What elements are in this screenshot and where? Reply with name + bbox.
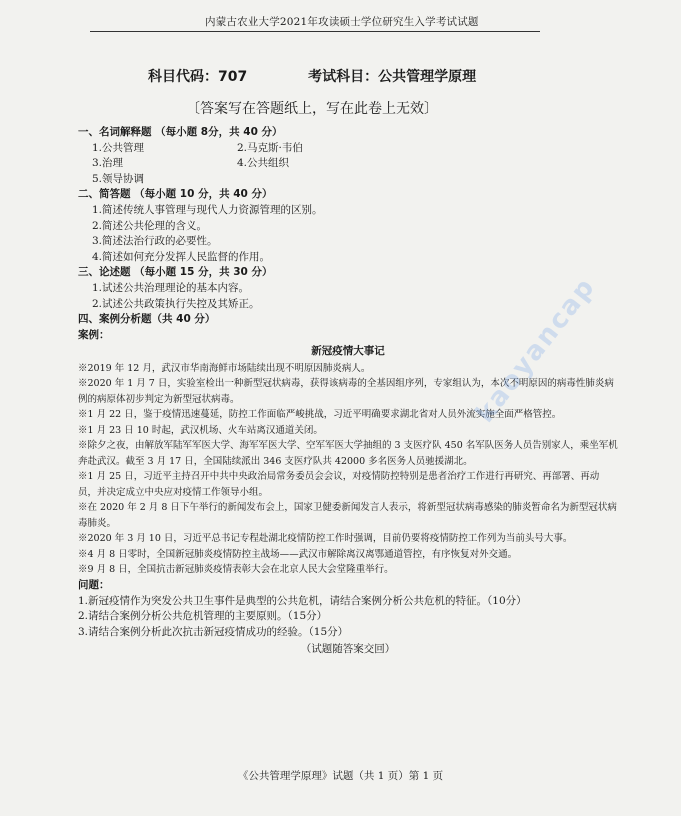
case-paragraph: ※2020 年 3 月 10 日，习近平总书记专程赴湖北疫情防控工作时强调，目前仍要将疫情防控工作列为当前头号大事。: [78, 533, 573, 545]
watermark-url: kaoyancap: [470, 271, 602, 429]
section-two-heading: 二、简答题 （每小题 10 分，共 40 分）: [78, 188, 273, 201]
terms-list: [78, 141, 618, 188]
exam-content: [78, 125, 618, 658]
short-question: 2.简述公共伦理的含义。: [92, 219, 208, 232]
essay-question: 2.试述公共政策执行失控及其矫正。: [92, 297, 260, 310]
subject-name: 考试科目：公共管理学原理: [308, 69, 477, 85]
case-paragraph: ※2020 年 1 月 7 日，实验室检出一种新型冠状病毒，获得该病毒的全基因组序列，专家组认为，本次不明原因的病毒性肺炎病例的病原体初步判定为新型冠状病毒。: [78, 378, 614, 405]
section-three-heading: 三、论述题 （每小题 15 分，共 30 分）: [78, 266, 273, 279]
term-item: 4.公共组织: [237, 157, 290, 170]
section-one-heading: 一、名词解释题 （每小题 8分，共 40 分）: [78, 126, 283, 138]
header-rule: [90, 31, 540, 32]
section-four-heading: 四、案例分析题（共 40 分）: [78, 313, 216, 326]
questions-heading: 问题：: [78, 578, 110, 591]
short-question: 3.简述法治行政的必要性。: [92, 235, 218, 248]
subject-code: 科目代码：707: [148, 69, 248, 85]
case-paragraph: ※1 月 25 日，习近平主持召开中共中央政治局常务委员会会议，对疫情防控特别是患者治疗工作进行再研究、再部署、再动员，并决定成立中央应对疫情工作领导小组。: [78, 471, 600, 498]
case-question: 2.请结合案例分析公共危机管理的主要原则。（15分）: [78, 610, 328, 622]
case-body: [78, 361, 618, 578]
case-paragraph: ※2019 年 12 月，武汉市华南海鲜市场陆续出现不明原因肺炎病人。: [78, 362, 371, 374]
case-question: 1.新冠疫情作为突发公共卫生事件是典型的公共危机，请结合案例分析公共危机的特征。（10分）: [78, 594, 527, 607]
answer-instruction: 〔答案写在答题纸上，写在此卷上无效〕: [186, 101, 438, 117]
term-item: 2.马克斯·韦伯: [237, 141, 303, 154]
questions-list: [78, 594, 618, 641]
case-paragraph: ※在 2020 年 2 月 8 日下午举行的新闻发布会上，国家卫健委新闻发言人表示，将新型冠状病毒感染的肺炎暂命名为新型冠状病毒肺炎。: [78, 502, 617, 529]
case-paragraph: ※1 月 23 日 10 时起，武汉机场、火车站离汉通道关闭。: [78, 424, 323, 436]
term-item: 1.公共管理: [92, 141, 145, 154]
case-label: 案例：: [78, 328, 110, 341]
short-question: 1.简述传统人事管理与现代人力资源管理的区别。: [92, 203, 323, 216]
case-paragraph: ※4 月 8 日零时，全国新冠肺炎疫情防控主战场——武汉市解除离汉离鄂通道管控，有序恢复对外交通。: [78, 548, 518, 560]
term-item: 5.领导协调: [92, 172, 145, 185]
short-question: 4.简述如何充分发挥人民监督的作用。: [92, 250, 271, 263]
case-paragraph: ※9 月 8 日，全国抗击新冠肺炎疫情表彰大会在北京人民大会堂隆重举行。: [78, 564, 394, 576]
case-paragraph: ※除夕之夜，由解放军陆军军医大学、海军军医大学、空军军医大学抽组的 3 支医疗队 450 名军队医务人员告别家人，乘坐军机奔赴武汉。截至 3 月 17 日，全国陆续派出 346 支医疗队共 42000 多名医务人员驰援湖北。: [78, 440, 618, 467]
subject-line: [148, 66, 476, 86]
case-title: 新冠疫情大事记: [311, 345, 385, 358]
essay-question: 1.试述公共治理理论的基本内容。: [92, 281, 250, 294]
term-item: 3.治理: [92, 157, 124, 170]
page-footer: 《公共管理学原理》试题（共 1 页）第 1 页: [237, 770, 444, 782]
case-question: 3.请结合案例分析此次抗击新冠疫情成功的经验。（15分）: [78, 625, 349, 638]
attach-note: （试题随答案交回）: [300, 643, 396, 655]
case-paragraph: ※1 月 22 日，鉴于疫情迅速蔓延，防控工作面临严峻挑战，习近平明确要求湖北省对人员外流实施全面严格管控。: [78, 409, 562, 421]
page-header: 内蒙古农业大学2021年攻读硕士学位研究生入学考试试题: [205, 16, 479, 28]
